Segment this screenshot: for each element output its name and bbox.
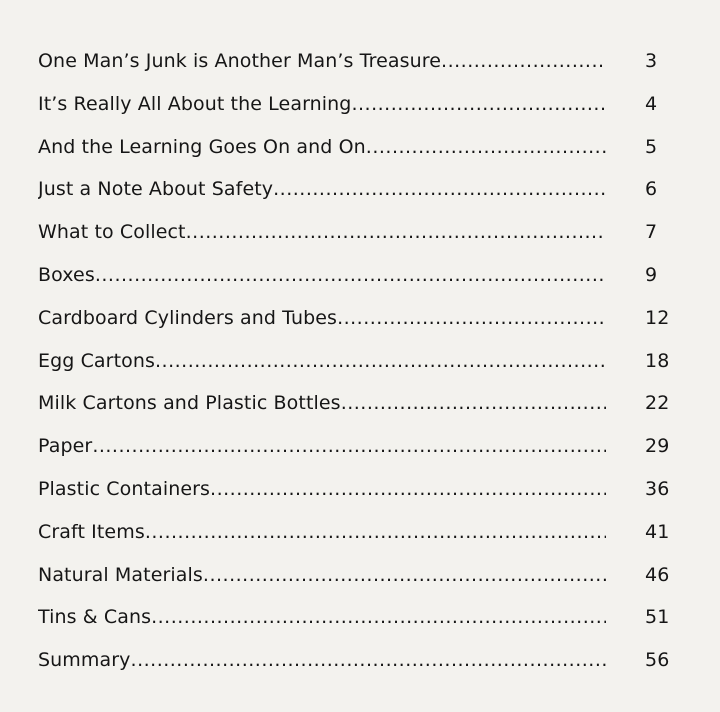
toc-entry-title[interactable]: Natural Materials <box>38 563 203 586</box>
dot-leader <box>366 126 606 169</box>
toc-entry[interactable] <box>38 425 678 468</box>
toc-entry-title[interactable]: Boxes <box>38 263 95 286</box>
toc-entry[interactable] <box>38 297 678 340</box>
toc-entry[interactable] <box>38 340 678 383</box>
toc-entry-title[interactable]: Paper <box>38 435 93 458</box>
toc-page-number[interactable]: 22 <box>645 392 670 415</box>
toc-entry-text[interactable] <box>38 297 606 340</box>
toc-entry-text[interactable] <box>38 83 606 126</box>
toc-entry[interactable] <box>38 40 678 83</box>
toc-entry-title[interactable]: Egg Cartons <box>38 349 156 372</box>
toc-entry[interactable] <box>38 468 678 511</box>
toc-page-number[interactable]: 6 <box>645 178 658 201</box>
toc-entry[interactable] <box>38 511 678 554</box>
toc-page-number[interactable]: 12 <box>645 306 670 329</box>
toc-entry[interactable] <box>38 211 678 254</box>
toc-entry[interactable] <box>38 639 678 682</box>
toc-entry-title[interactable]: Plastic Containers <box>38 477 211 500</box>
toc-entry[interactable] <box>38 554 678 597</box>
toc-entry-text[interactable] <box>38 40 606 83</box>
dot-leader <box>95 254 606 297</box>
toc-entry-text[interactable] <box>38 254 606 297</box>
toc-entry-title[interactable]: It’s Really All About the Learning <box>38 92 352 115</box>
toc-entry-title[interactable]: What to Collect <box>38 221 186 244</box>
dot-leader <box>203 554 606 597</box>
dot-leader <box>441 40 606 83</box>
dot-leader <box>273 168 606 211</box>
dot-leader <box>337 297 606 340</box>
toc-page-number[interactable]: 29 <box>645 435 670 458</box>
toc-entry-text[interactable] <box>38 168 606 211</box>
toc-page-number[interactable]: 7 <box>645 221 658 244</box>
toc-page-number[interactable]: 5 <box>645 135 658 158</box>
toc-entry-text[interactable] <box>38 382 606 425</box>
toc-entry-text[interactable] <box>38 511 606 554</box>
toc-entry-title[interactable]: One Man’s Junk is Another Man’s Treasure <box>38 50 442 72</box>
dot-leader <box>210 468 606 511</box>
toc-entry[interactable] <box>38 126 678 169</box>
dot-leader <box>155 340 606 383</box>
toc-page-number[interactable]: 4 <box>645 92 658 115</box>
toc-entry-text[interactable] <box>38 639 606 682</box>
toc-entry-title[interactable]: Cardboard Cylinders and Tubes <box>38 306 338 329</box>
dot-leader <box>92 425 606 468</box>
toc-entry[interactable] <box>38 83 678 126</box>
toc-entry[interactable] <box>38 254 678 297</box>
dot-leader <box>341 382 606 425</box>
dot-leader <box>131 639 606 682</box>
toc-entry-text[interactable] <box>38 340 606 383</box>
toc-entry[interactable] <box>38 168 678 211</box>
toc-page-number[interactable]: 3 <box>645 50 658 72</box>
toc-entry-title[interactable]: Craft Items <box>38 520 145 543</box>
toc-entry-text[interactable] <box>38 596 606 639</box>
toc-entry-text[interactable] <box>38 425 606 468</box>
dot-leader <box>186 211 606 254</box>
toc-entry-text[interactable] <box>38 468 606 511</box>
toc-page-number[interactable]: 36 <box>645 477 670 500</box>
toc-entry-title[interactable]: And the Learning Goes On and On <box>38 135 366 158</box>
toc-entry-text[interactable] <box>38 211 606 254</box>
toc-entry[interactable] <box>38 596 678 639</box>
table-of-contents <box>38 40 678 682</box>
toc-entry[interactable] <box>38 382 678 425</box>
toc-entry-text[interactable] <box>38 554 606 597</box>
toc-entry-text[interactable] <box>38 126 606 169</box>
dot-leader <box>145 511 606 554</box>
toc-page-number[interactable]: 46 <box>645 563 670 586</box>
toc-page-number[interactable]: 41 <box>645 520 670 543</box>
toc-page-number[interactable]: 51 <box>645 606 670 629</box>
toc-entry-title[interactable]: Milk Cartons and Plastic Bottles <box>38 392 341 415</box>
toc-entry-title[interactable]: Tins & Cans <box>38 606 152 629</box>
toc-entry-title[interactable]: Just a Note About Safety <box>38 178 274 201</box>
toc-entry-title[interactable]: Summary <box>38 649 131 672</box>
toc-page-number[interactable]: 18 <box>645 349 670 372</box>
dot-leader <box>151 596 606 639</box>
toc-page-number[interactable]: 9 <box>645 263 658 286</box>
dot-leader <box>351 83 606 126</box>
toc-page-number[interactable]: 56 <box>645 649 670 672</box>
